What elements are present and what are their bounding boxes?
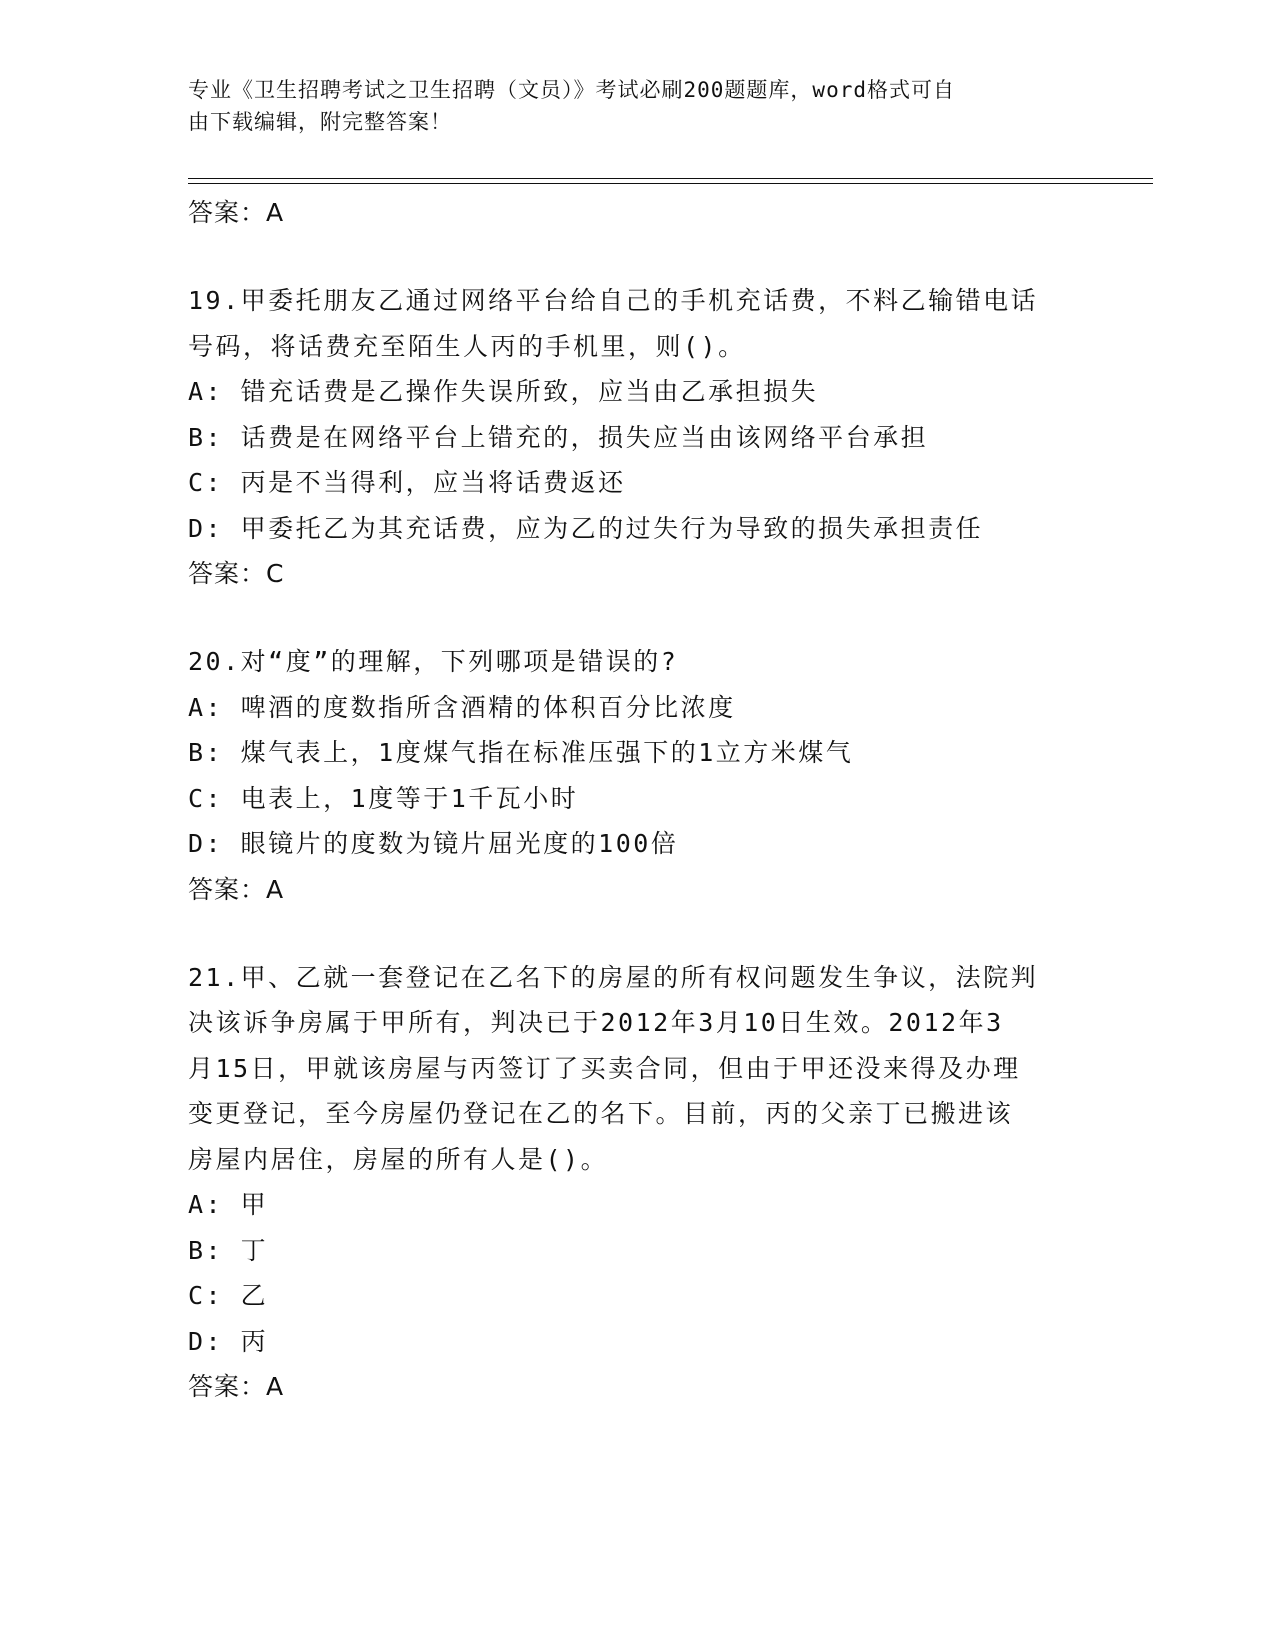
question-19-line-1: 19.甲委托朋友乙通过网络平台给自己的手机充话费，不料乙输错电话 [188,286,1039,315]
header-divider-top [188,178,1153,179]
option-c [188,460,1108,506]
option-text: 甲委托乙为其充话费，应为乙的过失行为导致的损失承担责任 [240,513,984,543]
question-21 [188,955,1108,1410]
option-key: C: [188,468,224,497]
question-19 [188,278,1108,596]
option-key: A: [188,692,224,722]
question-19-line-2: 号码，将话费充至陌生人丙的手机里，则()。 [188,331,746,361]
answer-21: 答案：A [188,1372,285,1401]
option-b [188,730,1108,776]
question-20 [188,639,1108,912]
option-key: B: [188,738,224,767]
option-a [188,685,1108,731]
question-20-line-1: 20.对“度”的理解，下列哪项是错误的? [188,647,679,676]
option-key: D: [188,513,224,543]
option-key: A: [188,377,224,406]
option-c [188,776,1108,822]
previous-answer: 答案：A [188,198,285,227]
header-line-1: 专业《卫生招聘考试之卫生招聘（文员）》考试必刷200题题库，word格式可自 [188,78,955,102]
option-d [188,1319,1108,1365]
question-21-line-2: 决该诉争房属于甲所有，判决已于2012年3月10日生效。2012年3 [188,1008,1004,1037]
answer-19: 答案：C [188,559,285,588]
option-d [188,506,1108,552]
question-21-line-5: 房屋内居住，房屋的所有人是()。 [188,1144,609,1174]
question-list [188,190,1108,1409]
option-a [188,1182,1108,1228]
option-key: D: [188,829,224,858]
option-text: 错充话费是乙操作失误所致，应当由乙承担损失 [240,377,819,406]
option-key: B: [188,422,224,452]
option-b [188,1228,1108,1274]
option-key: C: [188,1281,224,1310]
header-line-2: 由下载编辑，附完整答案！ [188,110,452,134]
option-d [188,821,1108,867]
option-text: 眼镜片的度数为镜片屈光度的100倍 [240,829,679,858]
option-key: A: [188,1190,224,1219]
option-c [188,1273,1108,1319]
option-key: B: [188,1235,224,1265]
option-b [188,415,1108,461]
option-key: D: [188,1326,224,1356]
option-text: 电表上，1度等于1千瓦小时 [240,783,579,813]
option-text: 乙 [240,1281,269,1310]
option-text: 话费是在网络平台上错充的，损失应当由该网络平台承担 [240,422,929,452]
option-text: 丁 [240,1235,269,1265]
document-header [188,74,1068,138]
answer-20: 答案：A [188,874,285,904]
option-text: 啤酒的度数指所含酒精的体积百分比浓度 [240,692,736,722]
option-text: 丙 [240,1326,269,1356]
option-key: C: [188,783,224,813]
question-21-line-1: 21.甲、乙就一套登记在乙名下的房屋的所有权问题发生争议，法院判 [188,962,1039,992]
question-21-line-3: 月15日，甲就该房屋与丙签订了买卖合同，但由于甲还没来得及办理 [188,1053,1021,1083]
option-text: 甲 [240,1190,269,1219]
question-21-line-4: 变更登记，至今房屋仍登记在乙的名下。目前，丙的父亲丁已搬进该 [188,1099,1014,1128]
option-text: 煤气表上，1度煤气指在标准压强下的1立方米煤气 [240,738,854,767]
option-text: 丙是不当得利，应当将话费返还 [240,468,626,497]
header-divider-bottom [188,183,1153,184]
option-a [188,369,1108,415]
